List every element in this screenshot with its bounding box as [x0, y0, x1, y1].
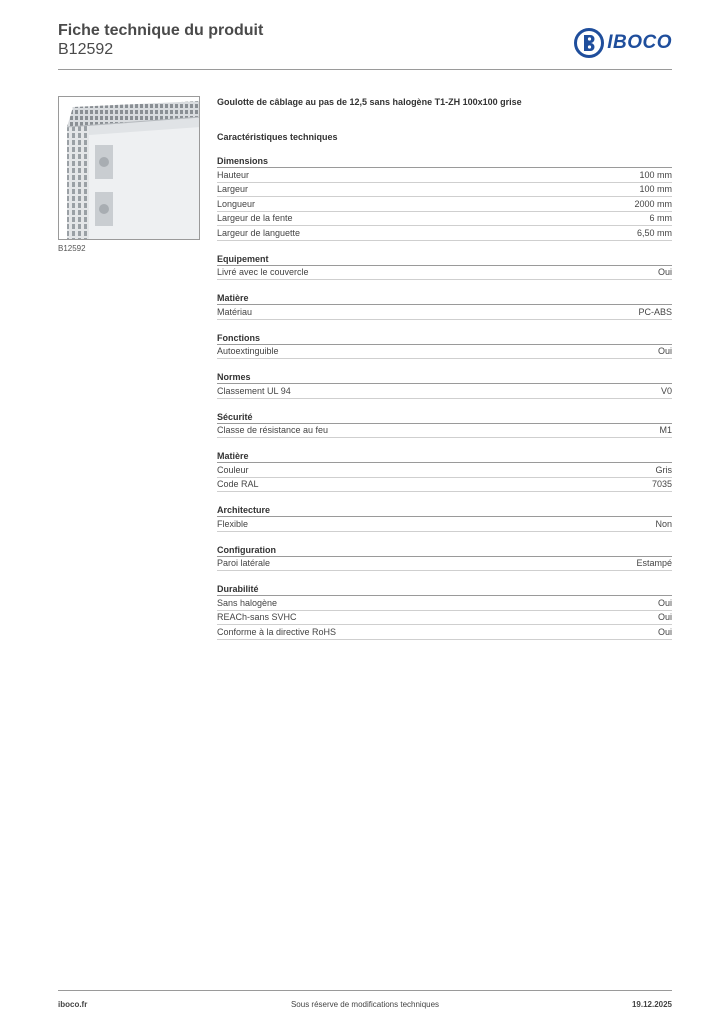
spec-value: 6 mm	[649, 213, 672, 223]
spec-row	[217, 557, 672, 572]
section-title: Equipement	[217, 253, 672, 266]
spec-section	[217, 450, 672, 492]
spec-value: Oui	[657, 626, 672, 637]
page-header	[58, 22, 672, 70]
technical-characteristics-heading: Caractéristiques techniques	[217, 132, 338, 142]
spec-value: Oui	[657, 346, 672, 356]
image-caption: B12592	[58, 244, 86, 253]
product-name: Goulotte de câblage au pas de 12,5 sans halogène T1-ZH 100x100 grise	[217, 97, 522, 107]
spec-value: PC-ABS	[638, 306, 672, 317]
spec-row	[217, 168, 672, 183]
spec-label: Sans halogène	[217, 597, 278, 608]
section-title: Fonctions	[217, 332, 672, 345]
spec-label: Longueur	[217, 198, 256, 209]
spec-row	[217, 305, 672, 320]
spec-row	[217, 625, 672, 640]
spec-label: Matériau	[217, 306, 253, 317]
spec-value: 6,50 mm	[636, 227, 672, 238]
section-title: Matière	[217, 292, 672, 305]
section-title: Normes	[217, 371, 672, 384]
spec-label: REACh-sans SVHC	[217, 612, 297, 622]
spec-label: Classement UL 94	[217, 385, 291, 396]
spec-value: 100 mm	[639, 184, 672, 194]
spec-label: Flexible	[217, 518, 249, 529]
spec-row	[217, 183, 672, 198]
spec-label: Hauteur	[217, 169, 250, 180]
spec-row	[217, 266, 672, 281]
spec-section	[217, 411, 672, 439]
spec-section	[217, 371, 672, 399]
spec-value: 100 mm	[639, 169, 672, 180]
spec-section	[217, 504, 672, 532]
spec-row	[217, 424, 672, 439]
spec-value: 7035	[651, 479, 672, 489]
spec-row	[217, 517, 672, 532]
footer-date: 19.12.2025	[631, 1000, 672, 1009]
brand-logo	[574, 28, 672, 58]
spec-row	[217, 611, 672, 626]
spec-label: Couleur	[217, 464, 249, 475]
spec-label: Paroi latérale	[217, 558, 271, 568]
spec-label: Autoextinguible	[217, 346, 279, 356]
section-title: Sécurité	[217, 411, 672, 424]
logo-wordmark: IBOCO	[607, 32, 672, 53]
spec-value: Gris	[655, 464, 672, 475]
spec-value: Oui	[657, 612, 672, 622]
footer-website: iboco.fr	[58, 1000, 88, 1009]
spec-value: Non	[655, 518, 672, 529]
spec-label: Livré avec le couvercle	[217, 267, 309, 277]
spec-row	[217, 345, 672, 360]
spec-section	[217, 332, 672, 360]
document-title: Fiche technique du produit	[58, 22, 264, 39]
spec-label: Code RAL	[217, 479, 259, 489]
spec-value: V0	[660, 385, 672, 396]
spec-value: Oui	[657, 267, 672, 277]
spec-label: Largeur de la fente	[217, 213, 293, 223]
spec-section	[217, 253, 672, 281]
product-details	[217, 96, 672, 640]
spec-row	[217, 596, 672, 611]
footer-disclaimer: Sous réserve de modifications techniques	[290, 1000, 440, 1009]
spec-section	[217, 292, 672, 320]
spec-value: Oui	[657, 597, 672, 608]
spec-label: Conforme à la directive RoHS	[217, 626, 337, 637]
spec-value: Estampé	[636, 558, 672, 568]
iboco-logo-icon	[574, 28, 604, 58]
spec-value: 2000 mm	[634, 198, 672, 209]
section-title: Configuration	[217, 544, 672, 557]
spec-sections	[217, 155, 672, 640]
spec-label: Largeur	[217, 184, 249, 194]
section-title: Durabilité	[217, 583, 672, 596]
page-footer	[58, 990, 672, 1012]
spec-section	[217, 583, 672, 640]
section-title: Dimensions	[217, 155, 672, 168]
section-title: Matière	[217, 450, 672, 463]
spec-label: Largeur de languette	[217, 227, 301, 238]
spec-section	[217, 155, 672, 241]
spec-value: M1	[659, 425, 672, 435]
spec-label: Classe de résistance au feu	[217, 425, 329, 435]
spec-row	[217, 463, 672, 478]
spec-row	[217, 226, 672, 241]
spec-row	[217, 212, 672, 227]
spec-row	[217, 197, 672, 212]
cable-duct-illustration	[59, 97, 200, 240]
spec-section	[217, 544, 672, 572]
product-code: B12592	[58, 41, 114, 58]
section-title: Architecture	[217, 504, 672, 517]
spec-row	[217, 384, 672, 399]
spec-row	[217, 478, 672, 493]
product-image	[58, 96, 200, 240]
